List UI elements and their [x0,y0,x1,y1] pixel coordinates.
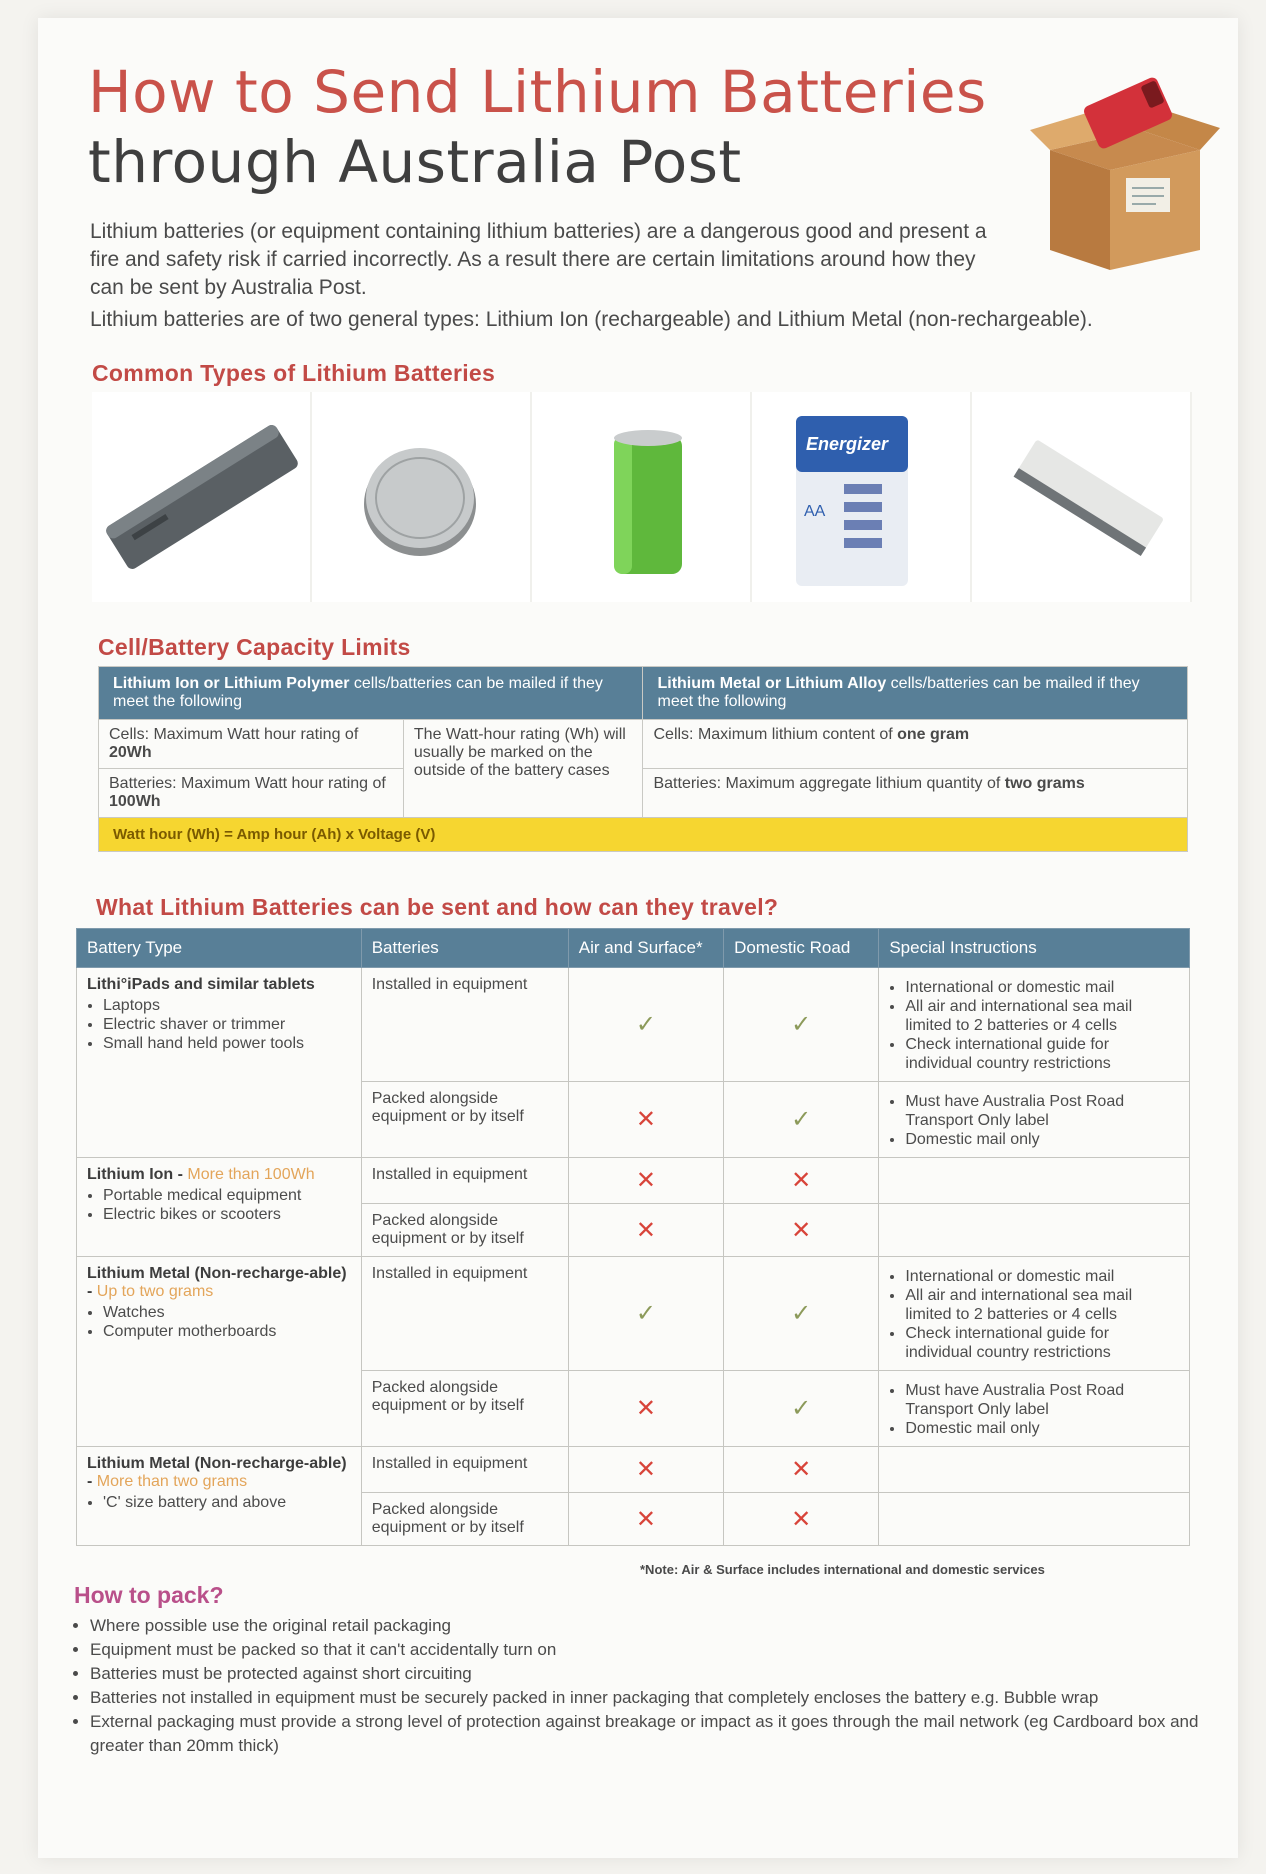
travel-table [76,928,1190,1546]
special-instructions-cell [879,968,1190,1082]
ion-header [99,667,643,720]
cross-icon: ✕ [791,1505,812,1533]
watt-hour-note: The Watt-hour rating (Wh) will usually be marked on the outside of the battery cases [403,720,643,818]
list-item: • Computer motherboards [103,1322,351,1341]
cross-icon: ✕ [635,1167,656,1194]
batteries-cell: Packed alongside equipment or by itself [361,1082,568,1158]
table-row [77,968,1190,1082]
special-instructions-cell [879,1257,1190,1371]
list-item: • Must have Australia Post Road Transport Only label [905,1381,1179,1419]
cross-icon: ✕ [791,1216,812,1244]
capacity-table [98,666,1188,852]
metal-batteries-value: two grams [1004,775,1085,792]
domestic-road-cell [724,1447,879,1493]
metal-cells-limit [643,720,1188,769]
energizer-brand-text: Energizer [806,434,889,454]
check-icon: ✓ [791,1106,812,1133]
air-surface-cell [568,1082,723,1158]
cross-icon: ✕ [635,1505,656,1533]
air-surface-cell [568,1493,723,1546]
list-item: • Laptops [103,996,351,1015]
col-battery-type: Battery Type [77,929,362,968]
battery-type-limit: More than two grams [96,1473,248,1490]
list-item: • Electric shaver or trimmer [103,1015,351,1034]
battery-type-cell [77,1447,362,1546]
cross-icon: ✕ [635,1456,656,1483]
battery-type-title: Lithium Metal (Non-recharge-able) - [87,1455,347,1490]
ion-cells-limit [99,720,404,769]
ion-cells-value: 20Wh [109,744,152,761]
batteries-cell: Installed in equipment [361,1158,568,1204]
battery-type-title: Lithium Metal (Non-recharge-able) - [87,1265,347,1300]
flat-battery-photo [972,392,1192,602]
coin-cell-icon [312,392,532,602]
instructions-list [889,978,1179,1073]
batteries-cell: Packed alongside equipment or by itself [361,1204,568,1257]
battery-type-cell [77,968,362,1158]
check-icon: ✓ [791,1395,812,1422]
battery-type-title: Lithi°iPads and similar tablets [87,976,315,993]
battery-type-cell [77,1158,362,1257]
packing-item: • Where possible use the original retail packaging [90,1614,1210,1638]
check-icon: ✓ [635,1011,656,1038]
metal-batteries-label: Batteries: Maximum aggregate lithium quantity of [653,775,1005,792]
page-title: How to Send Lithium Batteries [88,58,987,126]
ion-header-bold: Lithium Ion or Lithium Polymer [113,675,350,692]
check-icon: ✓ [635,1300,656,1327]
instructions-list [889,1267,1179,1362]
special-instructions-cell [879,1447,1190,1493]
batteries-cell: Packed alongside equipment or by itself [361,1493,568,1546]
air-surface-cell [568,968,723,1082]
special-instructions-cell [879,1158,1190,1204]
laptop-battery-photo [92,392,312,602]
list-item: • International or domestic mail [905,1267,1179,1286]
special-instructions-cell [879,1371,1190,1447]
packing-list [74,1614,1210,1758]
air-surface-cell [568,1371,723,1447]
metal-header-rest: cells/batteries can be mailed if they meet the following [657,675,1140,710]
packing-item: • External packaging must provide a strong level of protection against breakage or impact as it goes through the mail network (eg Cardboard box and greater than 20mm thick) [90,1710,1210,1758]
check-icon: ✓ [791,1011,812,1038]
cross-icon: ✕ [635,1395,656,1422]
domestic-road-cell [724,1158,879,1204]
air-surface-cell [568,1447,723,1493]
energizer-aa-text: AA [804,503,826,520]
capacity-heading: Cell/Battery Capacity Limits [98,634,411,660]
special-instructions-cell [879,1204,1190,1257]
list-item: • Small hand held power tools [103,1034,351,1053]
battery-photo-strip [92,392,1192,602]
list-item: • Must have Australia Post Road Transport Only label [905,1092,1179,1130]
list-item: • Check international guide for individual country restrictions [905,1324,1179,1362]
metal-header [643,667,1188,720]
list-item: • All air and international sea mail limited to 2 batteries or 4 cells [905,997,1179,1035]
domestic-road-cell [724,968,879,1082]
domestic-road-cell [724,1204,879,1257]
domestic-road-cell [724,1082,879,1158]
intro-types-paragraph: Lithium batteries are of two general types: Lithium Ion (rechargeable) and Lithium Metal (non-rechargeable). [90,308,1093,331]
list-item: • All air and international sea mail limited to 2 batteries or 4 cells [905,1286,1179,1324]
domestic-road-cell [724,1371,879,1447]
metal-batteries-limit [643,769,1188,818]
packing-item: • Batteries not installed in equipment must be securely packed in inner packaging that completely encloses the battery e.g. Bubble wrap [90,1686,1210,1710]
battery-type-title: Lithium Ion - [87,1166,188,1183]
metal-cells-value: one gram [897,726,970,743]
parcel-box-icon [1030,60,1220,280]
intro-paragraph: Lithium batteries (or equipment containing lithium batteries) are a dangerous good and present a fire and safety risk if carried incorrectly. As a result there are certain limitations around how they can be sent by Australia Post. [90,220,987,299]
list-item: • Domestic mail only [905,1419,1179,1438]
cross-icon: ✕ [791,1167,812,1194]
special-instructions-cell [879,1493,1190,1546]
battery-examples-list [87,996,351,1053]
cross-icon: ✕ [635,1106,656,1133]
list-item: • Portable medical equipment [103,1186,351,1205]
instructions-list [889,1381,1179,1438]
list-item: • International or domestic mail [905,978,1179,997]
battery-type-limit: More than 100Wh [187,1166,315,1183]
packing-item: • Equipment must be packed so that it can't accidentally turn on [90,1638,1210,1662]
metal-header-bold: Lithium Metal or Lithium Alloy [657,675,887,692]
batteries-cell: Installed in equipment [361,1257,568,1371]
air-surface-cell [568,1158,723,1204]
metal-cells-label: Cells: Maximum lithium content of [653,726,898,743]
energizer-pack-icon [752,392,972,602]
list-item: • 'C' size battery and above [103,1493,351,1512]
ion-batteries-limit [99,769,404,818]
check-icon: ✓ [791,1300,812,1327]
batteries-cell: Installed in equipment [361,968,568,1082]
energizer-pack-photo [752,392,972,602]
cross-icon: ✕ [791,1456,812,1483]
travel-heading: What Lithium Batteries can be sent and how can they travel? [96,894,779,920]
air-surface-note: *Note: Air & Surface includes international and domestic services [640,1562,1045,1577]
ion-header-rest: cells/batteries can be mailed if they meet the following [113,675,603,710]
instructions-list [889,1092,1179,1149]
packing-item: • Batteries must be protected against short circuiting [90,1662,1210,1686]
list-item: • Check international guide for individual country restrictions [905,1035,1179,1073]
table-row [77,1158,1190,1204]
ion-batteries-label: Batteries: Maximum Watt hour rating of [109,775,386,792]
cylindrical-battery-photo [532,392,752,602]
domestic-road-cell [724,1257,879,1371]
col-domestic-road: Domestic Road [724,929,879,968]
how-to-pack-heading: How to pack? [74,1582,224,1608]
col-air-surface: Air and Surface* [568,929,723,968]
watt-hour-formula: Watt hour (Wh) = Amp hour (Ah) x Voltage (V) [99,818,1188,852]
laptop-battery-icon [92,392,312,602]
list-item: • Electric bikes or scooters [103,1205,351,1224]
col-batteries: Batteries [361,929,568,968]
list-item: • Watches [103,1303,351,1322]
list-item: • Domestic mail only [905,1130,1179,1149]
battery-type-cell [77,1257,362,1447]
coin-cell-photo [312,392,532,602]
batteries-cell: Packed alongside equipment or by itself [361,1371,568,1447]
table-row [77,1257,1190,1371]
air-surface-cell [568,1204,723,1257]
battery-examples-list [87,1493,351,1512]
col-special-instructions: Special Instructions [879,929,1190,968]
battery-examples-list [87,1186,351,1224]
special-instructions-cell [879,1082,1190,1158]
battery-examples-list [87,1303,351,1341]
domestic-road-cell [724,1493,879,1546]
ion-batteries-value: 100Wh [109,793,161,810]
air-surface-cell [568,1257,723,1371]
common-types-heading: Common Types of Lithium Batteries [92,360,496,386]
ion-cells-label: Cells: Maximum Watt hour rating of [109,726,359,743]
page-subtitle: through Australia Post [88,128,742,196]
cross-icon: ✕ [635,1216,656,1244]
cylindrical-battery-icon [532,392,752,602]
battery-type-limit: Up to two grams [96,1283,214,1300]
batteries-cell: Installed in equipment [361,1447,568,1493]
flat-battery-icon [972,392,1192,602]
table-row [77,1447,1190,1493]
